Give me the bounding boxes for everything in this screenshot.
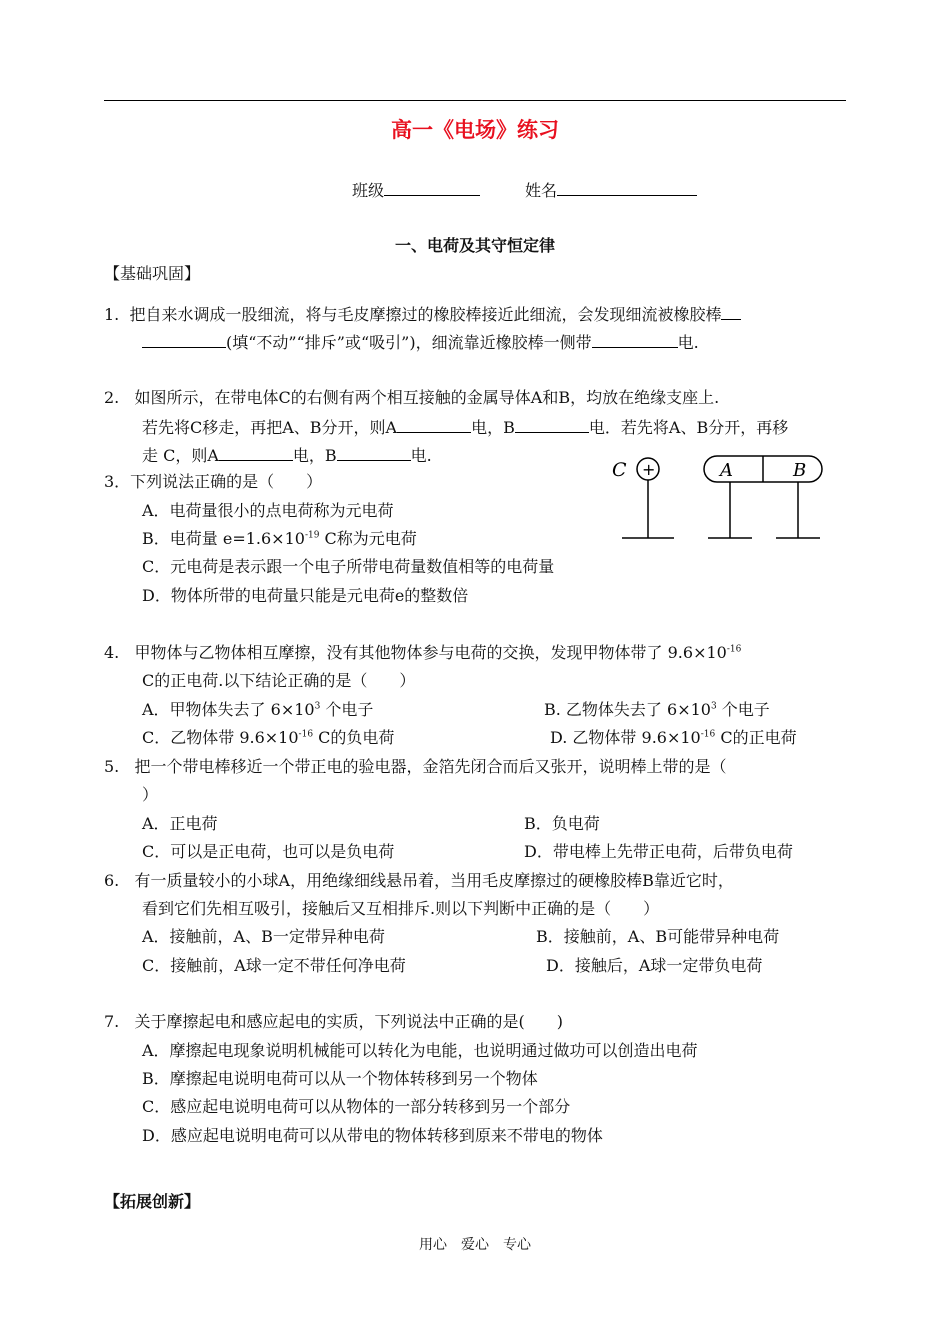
q5-line1	[104, 757, 727, 777]
q2-line3	[142, 444, 432, 466]
q5-option-c: C．可以是正电荷，也可以是负电荷	[142, 842, 395, 861]
q2-blank-a	[397, 416, 471, 433]
figure-label-plus: +	[642, 460, 656, 479]
q6-line1	[104, 871, 734, 891]
q7-num: 7.	[104, 1012, 120, 1031]
q4-option-b-exp: 3	[710, 701, 717, 712]
name-label: 姓名	[525, 181, 558, 200]
q1-line2	[142, 331, 699, 353]
figure-label-c: C	[612, 459, 627, 481]
q3-option-a: A．电荷量很小的点电荷称为元电荷	[142, 501, 394, 520]
q1-blank-b	[142, 331, 226, 348]
q5-text1: 把一个带电棒移近一个带正电的验电器，金箔先闭合而后又张开，说明棒上带的是（	[134, 757, 727, 776]
q4-option-c	[142, 728, 394, 748]
figure-label-b: B	[793, 460, 807, 481]
q5-option-d: D．带电棒上先带正电荷，后带负电荷	[524, 842, 793, 861]
q1-num: 1.	[104, 305, 120, 324]
class-field	[352, 179, 480, 201]
q2-text1: 如图所示，在带电体C的右侧有两个相互接触的金属导体A和B，均放在绝缘支座上.	[134, 388, 720, 407]
q2-text3b: 电，B	[292, 446, 337, 465]
q2-text3a: 走 C，则A	[142, 446, 219, 465]
q4-option-a-exp: 3	[314, 701, 321, 712]
q3-stem: 3．下列说法正确的是（ ）	[104, 472, 323, 491]
q4-option-b-unit: 个电子	[716, 700, 770, 719]
q5-option-a: A．正电荷	[142, 814, 218, 833]
q4-option-a-text: A．甲物体失去了 6×10	[142, 700, 315, 719]
q6-text1: 有一质量较小的小球A，用绝缘细线悬吊着，当用毛皮摩擦过的硬橡胶棒B靠近它时，	[134, 871, 734, 890]
q4-option-c-text: C．乙物体带 9.6×10	[142, 728, 299, 747]
q4-option-c-exp: -16	[298, 729, 314, 740]
q4-option-d-exp: -16	[700, 729, 716, 740]
q2-text2c: 电．若先将A、B分开，再移	[588, 418, 789, 437]
charge-figure	[600, 448, 840, 548]
q1-line1	[104, 303, 741, 325]
q7-option-c: C．感应起电说明电荷可以从物体的一部分转移到另一个部分	[142, 1097, 571, 1116]
q6-option-a: A．接触前，A、B一定带异种电荷	[142, 927, 385, 946]
q1-blank-c	[592, 331, 678, 348]
name-field	[525, 179, 697, 201]
q7-text: 关于摩擦起电和感应起电的实质，下列说法中正确的是( )	[134, 1012, 564, 1031]
q2-text3c: 电.	[410, 446, 432, 465]
q5-option-b: B．负电荷	[524, 814, 600, 833]
q6-num: 6.	[104, 871, 120, 890]
q4-num: 4.	[104, 643, 120, 662]
q4-option-d	[550, 728, 797, 748]
q4-option-a-unit: 个电子	[320, 700, 374, 719]
q4-option-a	[142, 700, 373, 720]
q4-line1	[104, 643, 741, 663]
q5-num: 5.	[104, 757, 120, 776]
q6-option-b: B．接触前，A、B可能带异种电荷	[536, 927, 780, 946]
section-title: 一、电荷及其守恒定律	[394, 236, 555, 255]
q4-option-d-text: D. 乙物体带 9.6×10	[550, 728, 701, 747]
q3-option-b-unit: C称为元电荷	[319, 529, 417, 548]
class-label: 班级	[352, 181, 385, 200]
q2-text2b: 电，B	[471, 418, 515, 437]
q4-text1: 甲物体与乙物体相互摩擦，没有其他物体参与电荷的交换，发现甲物体带了 9.6×10	[134, 643, 727, 662]
q1-blank-a	[721, 303, 741, 320]
q3-option-d: D．物体所带的电荷量只能是元电荷e的整数倍	[142, 586, 469, 605]
q1-text3: 电.	[677, 333, 699, 352]
q7-option-a: A．摩擦起电现象说明机械能可以转化为电能，也说明通过做功可以创造出电荷	[142, 1041, 698, 1060]
q2-line1	[104, 388, 719, 408]
page-title: 高一《电场》练习	[391, 118, 559, 142]
q4-option-b	[544, 700, 770, 720]
q6-line2: 看到它们先相互吸引，接触后又互相排斥.则以下判断中正确的是（ ）	[142, 899, 660, 918]
q1-text2: (填“不动”“排斥”或“吸引”)，细流靠近橡胶棒一侧带	[226, 333, 592, 352]
q4-option-c-unit: C的负电荷	[313, 728, 395, 747]
q7-option-b: B．摩擦起电说明电荷可以从一个物体转移到另一个物体	[142, 1069, 538, 1088]
q3-option-b-exp: -19	[304, 530, 320, 541]
q7-stem	[104, 1012, 563, 1032]
q2-text2a: 若先将C移走，再把A、B分开，则A	[142, 418, 398, 437]
q2-line2	[142, 416, 788, 438]
q7-option-d: D．感应起电说明电荷可以从带电的物体转移到原来不带电的物体	[142, 1126, 603, 1145]
q4-option-b-text: B. 乙物体失去了 6×10	[544, 700, 711, 719]
q3-option-b	[142, 529, 417, 549]
figure-label-a: A	[720, 460, 733, 481]
q3-option-c: C．元电荷是表示跟一个电子所带电荷量数值相等的电荷量	[142, 557, 555, 576]
q6-option-c: C．接触前，A球一定不带任何净电荷	[142, 956, 406, 975]
q6-option-d: D．接触后，A球一定带负电荷	[546, 956, 763, 975]
q4-line2: C的正电荷.以下结论正确的是（ ）	[142, 671, 416, 690]
q2-blank-d	[337, 444, 411, 461]
q3-option-b-text: B．电荷量 e=1.6×10	[142, 529, 305, 548]
q2-blank-b	[515, 416, 589, 433]
q5-line2: ）	[142, 785, 159, 804]
extend-heading: 【拓展创新】	[104, 1192, 201, 1211]
name-blank	[557, 179, 697, 196]
q4-text1-exp: -16	[726, 644, 742, 655]
q1-text1: 把自来水调成一股细流，将与毛皮摩擦过的橡胶棒接近此细流，会发现细流被橡胶棒	[129, 305, 722, 324]
header-rule	[104, 100, 846, 101]
q2-num: 2.	[104, 388, 120, 407]
q2-blank-c	[219, 444, 293, 461]
q4-option-d-unit: C的正电荷	[715, 728, 797, 747]
class-blank	[384, 179, 480, 196]
basic-heading: 【基础巩固】	[104, 264, 201, 283]
page-footer: 用心 爱心 专心	[419, 1237, 531, 1253]
